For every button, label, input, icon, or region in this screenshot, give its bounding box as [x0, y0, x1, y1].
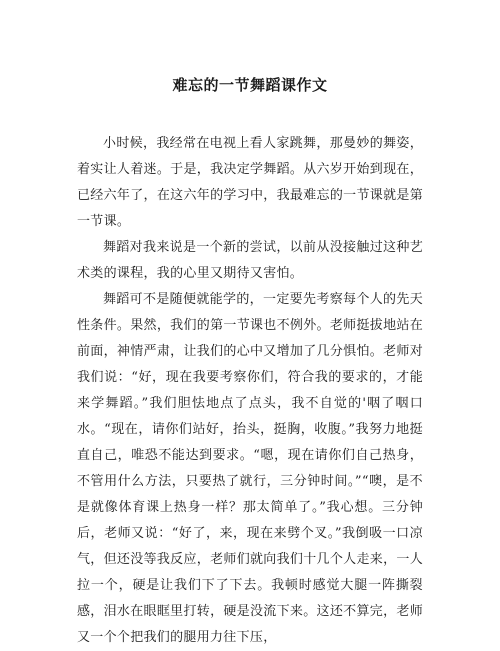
paragraph: 舞蹈可不是随便就能学的，一定要先考察每个人的先天性条件。果然，我们的第一节课也不例外。老师挺拔地站在前面，神情严肃，让我们的心中又增加了几分惧怕。老师对我们说：“好，现在我要考察你们，符合我的要求的，才能来学舞蹈。”我们胆怯地点了点头，我不自觉的'咽了咽口水。“现在，请你们站好，抬头，挺胸，收腹。”我努力地挺直自己，唯恐不能达到要求。“嗯，现在请你们自己热身，不管用什么方法，只要热了就行，三分钟时间。”“噢，是不是就像体育课上热身一样？那太简单了。”我心想。三分钟后，老师又说：“好了，来，现在来劈个叉。”我倒吸一口凉气，但还没等我反应，老师们就向我们十几个人走来，一人拉一个，硬是让我们下了下去。我顿时感觉大腿一阵撕裂感，泪水在眼眶里打转，硬是没流下来。这还不算完，老师又一个个把我们的腿用力往下压，	[77, 292, 423, 645]
paragraph: 舞蹈对我来说是一个新的尝试，以前从没接触过这种艺术类的课程，我的心里又期待又害怕。	[77, 240, 423, 281]
paragraph: 小时候，我经常在电视上看人家跳舞，那曼妙的舞姿，着实让人着迷。于是，我决定学舞蹈。从六岁开始到现在，已经六年了，在这六年的学习中，我最难忘的一节课就是第一节课。	[77, 136, 423, 229]
document-body	[77, 131, 423, 651]
document-title: 难忘的一节舞蹈课作文	[172, 76, 328, 94]
